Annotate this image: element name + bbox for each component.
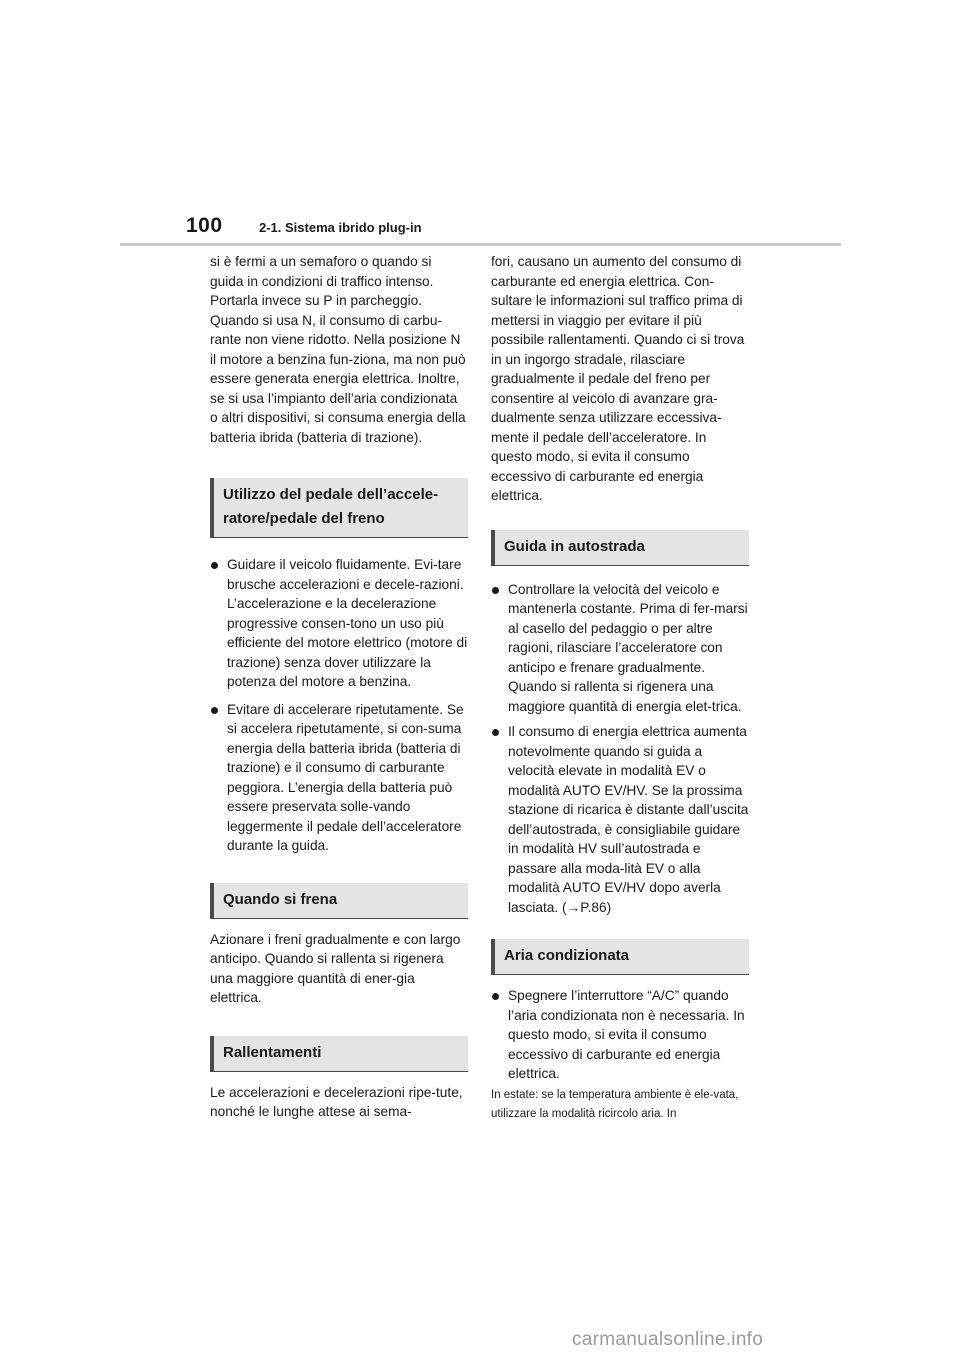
bullet-text: Controllare la velocità del veicolo e mantenerla costante. Prima di fer-marsi al casello del pedaggio o per altre ragioni, rilasciare l’acceleratore con anticipo e frenare gradualmente. Quando si rallenta si rigenera una maggiore quantità di energia elet-trica. <box>508 581 748 714</box>
heading-highway: Guida in autostrada <box>491 530 749 566</box>
list-item <box>491 986 749 1084</box>
right-column <box>491 252 749 1125</box>
list-item <box>491 722 749 917</box>
list-item <box>491 580 749 717</box>
section-title: 2-1. Sistema ibrido plug-in <box>259 220 422 235</box>
bullet-icon <box>211 707 218 714</box>
right-intro-paragraph: fori, causano un aumento del consumo di carburante ed energia elettrica. Con-sultare le informazioni sul traffico prima di mettersi in viaggio per evitare il più possibile rallentamenti. Quando ci si trova in un ingorgo stradale, rilasciare gradualmente il pedale del freno per consentire al veicolo di avanzare gra-dualmente senza utilizzare eccessiva-mente il pedale dell’acceleratore. In questo modo, si evita il consumo eccessivo di carburante ed energia elettrica. <box>491 254 745 503</box>
page-number: 100 <box>186 214 223 237</box>
braking-paragraph: Azionare i freni gradualmente e con largo anticipo. Quando si rallenta si rigenera una maggiore quantità di ener-gia elettrica. <box>210 931 461 1005</box>
heading-pedals: Utilizzo del pedale dell’accele-ratore/pedale del freno <box>210 478 468 538</box>
watermark: carmanualsonline.info <box>572 1329 764 1350</box>
bullet-icon <box>492 587 499 594</box>
small-note: In estate: se la temperatura ambiente è ele-vata, utilizzare la modalità ricircolo aria. In <box>491 1088 739 1120</box>
bullet-text: Guidare il veicolo fluidamente. Evi-tare brusche accelerazioni e decele-razioni. L’accelerazione e la decelerazione progressive consen-tono un uso più efficiente del motore elettrico (motore di trazione) senza dover utilizzare la potenza del motore a benzina. <box>227 557 468 689</box>
heading-braking: Quando si frena <box>210 883 468 919</box>
bullet-text: Il consumo di energia elettrica aumenta notevolmente quando si guida a velocità elevate in modalità EV o modalità AUTO EV/HV. Se la prossima stazione di ricarica è distante dall’uscita dell’autostrada, è consigliabile guidare in modalità HV sull’autostrada e passare alla moda-lità EV o alla modalità AUTO EV/HV dopo averla lasciata. (→P.86) <box>508 724 749 915</box>
bullet-text: Spegnere l’interruttore “A/C” quando l’aria condizionata non è necessaria. In questo modo, si evita il consumo eccessivo di carburante ed energia elettrica. <box>508 988 745 1081</box>
heading-slowdowns: Rallentamenti <box>210 1036 468 1072</box>
left-intro-paragraph: si è fermi a un semaforo o quando si guida in condizioni di traffico intenso. Portarla invece su P in parcheggio. Quando si usa N, il consumo di carbu-rante non viene ridotto. Nella posizione N il motore a benzina fun-ziona, ma non può essere generata energia elettrica. Inoltre, se si usa l’impianto dell’aria condizionata o altri dispositivi, si consuma energia della batteria ibrida (batteria di trazione). <box>210 254 466 445</box>
list-item <box>210 555 468 692</box>
slowdowns-paragraph: Le accelerazioni e decelerazioni ripe-tute, nonché le lunghe attese ai sema- <box>210 1084 463 1119</box>
bullet-text: Evitare di accelerare ripetutamente. Se si accelera ripetutamente, si con-suma energia della batteria ibrida (batteria di trazione) e il consumo di carburante peggiora. L’energia della batteria può essere preservata solle-vando leggermente il pedale dell’acceleratore durante la guida. <box>227 701 464 853</box>
left-column <box>210 252 468 1122</box>
bullet-icon <box>492 993 499 1000</box>
heading-ac: Aria condizionata <box>491 939 749 975</box>
bullet-icon <box>211 562 218 569</box>
bullet-icon <box>492 729 499 736</box>
list-item <box>210 700 468 856</box>
header-rule <box>120 243 841 246</box>
